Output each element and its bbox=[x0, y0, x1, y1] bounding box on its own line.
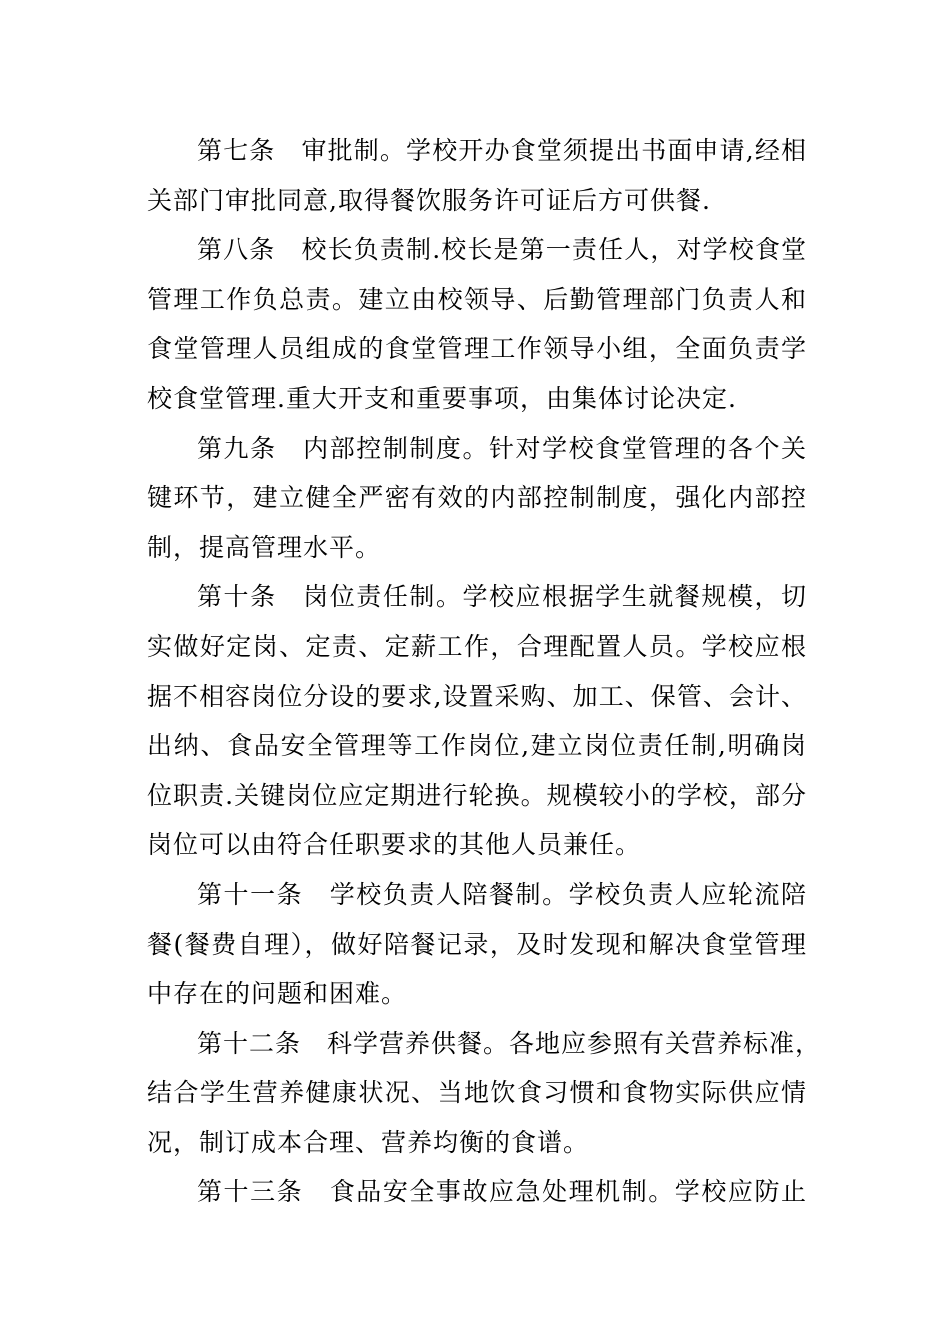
text-line: 管理工作负总责。建立由校领导、后勤管理部门负责人和 bbox=[147, 284, 807, 314]
text-line: 第九条 内部控制制度。针对学校食堂管理的各个关 bbox=[197, 433, 807, 463]
text-line: 出纳、食品安全管理等工作岗位,建立岗位责任制,明确岗 bbox=[147, 731, 807, 761]
document-body bbox=[147, 126, 822, 1217]
text-line: 关部门审批同意,取得餐饮服务许可证后方可供餐. bbox=[147, 185, 711, 215]
text-line: 第十二条 科学营养供餐。各地应参照有关营养标准， bbox=[197, 1028, 822, 1058]
text-line: 第七条 审批制。学校开办食堂须提出书面申请,经相 bbox=[197, 136, 807, 165]
text-line: 键环节，建立健全严密有效的内部控制制度，强化内部控 bbox=[147, 483, 807, 513]
text-line: 据不相容岗位分设的要求,设置采购、加工、保管、会计、 bbox=[147, 681, 807, 711]
text-line: 第十三条 食品安全事故应急处理机制。学校应防止 bbox=[197, 1177, 807, 1207]
text-line: 岗位可以由符合任职要求的其他人员兼任。 bbox=[147, 830, 642, 860]
text-line: 结合学生营养健康状况、当地饮食习惯和食物实际供应情 bbox=[147, 1078, 807, 1108]
text-line: 第十一条 学校负责人陪餐制。学校负责人应轮流陪 bbox=[197, 879, 807, 909]
text-line: 第八条 校长负责制.校长是第一责任人，对学校食堂 bbox=[197, 235, 807, 265]
text-line: 校食堂管理.重大开支和重要事项，由集体讨论决定. bbox=[147, 383, 737, 413]
text-line: 况，制订成本合理、营养均衡的食谱。 bbox=[147, 1127, 590, 1157]
text-line: 制，提高管理水平。 bbox=[147, 532, 382, 562]
text-line: 中存在的问题和困难。 bbox=[147, 979, 408, 1009]
text-line: 位职责.关键岗位应定期进行轮换。规模较小的学校，部分 bbox=[147, 780, 807, 810]
text-line: 实做好定岗、定责、定薪工作，合理配置人员。学校应根 bbox=[147, 631, 807, 661]
text-line: 第十条 岗位责任制。学校应根据学生就餐规模，切 bbox=[197, 582, 807, 612]
text-line: 食堂管理人员组成的食堂管理工作领导小组，全面负责学 bbox=[147, 334, 807, 364]
text-line: 餐(餐费自理），做好陪餐记录，及时发现和解决食堂管理 bbox=[147, 929, 807, 959]
